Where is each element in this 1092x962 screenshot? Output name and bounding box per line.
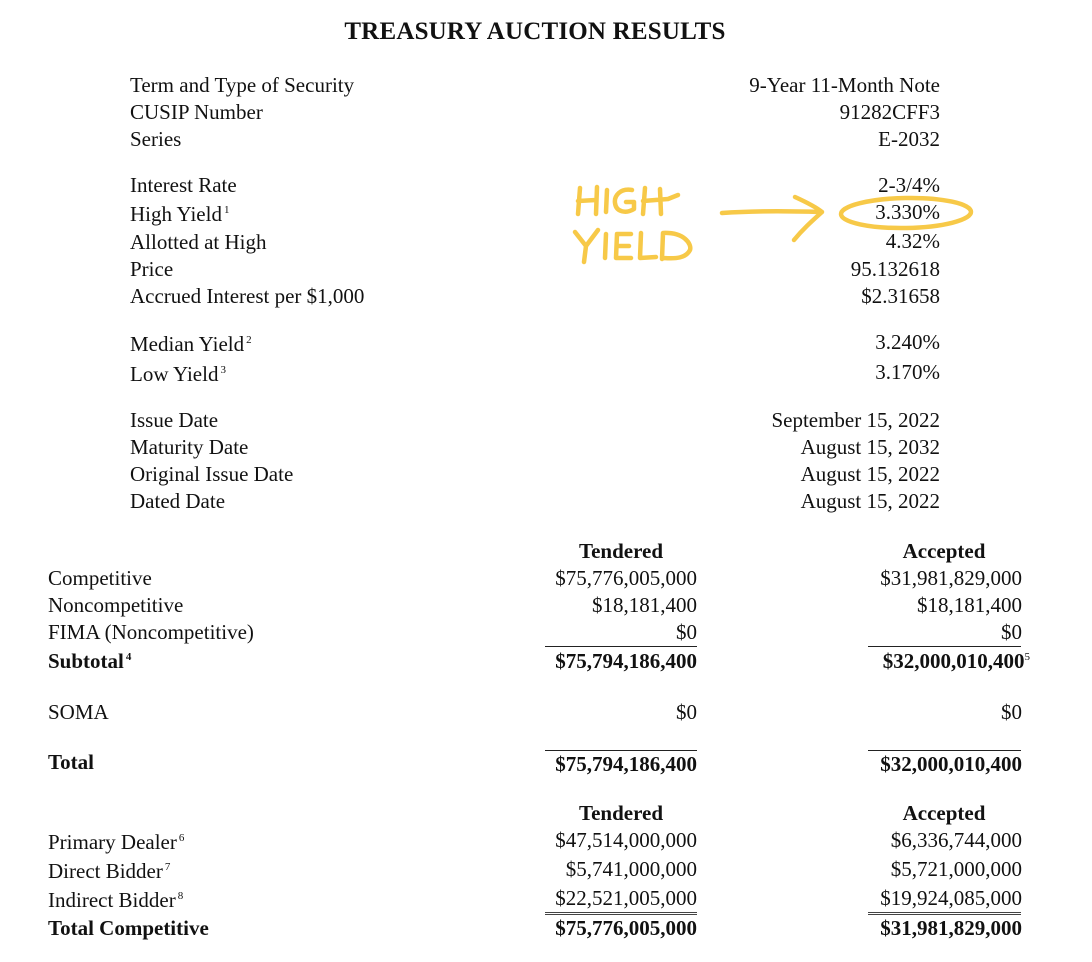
maturity-date-label: Maturity Date	[130, 435, 249, 459]
direct-bidder-tendered: $5,741,000,000	[565, 857, 697, 881]
total-competitive-label: Total Competitive	[48, 916, 209, 940]
primary-dealer-tendered: $47,514,000,000	[555, 828, 697, 852]
total-competitive-accepted: $31,981,829,000	[880, 916, 1022, 940]
page-title: TREASURY AUCTION RESULTS	[344, 18, 726, 45]
total-label: Total	[48, 750, 94, 774]
allotted-label: Allotted at High	[130, 230, 267, 254]
arrow-icon	[722, 197, 822, 240]
handwritten-high-text	[578, 187, 678, 214]
subtotal-rule-tendered	[545, 646, 697, 647]
low-yield-label: Low Yield $^3$	[130, 362, 226, 386]
interest-rate-label: Interest Rate	[130, 173, 237, 197]
indirect-bidder-accepted: $19,924,085,000	[880, 886, 1022, 910]
series-label: Series	[130, 127, 182, 151]
handwritten-yield-text	[575, 230, 690, 262]
accepted-header: Accepted	[902, 539, 986, 563]
direct-bidder-accepted: $5,721,000,000	[890, 857, 1022, 881]
issue-date-value: September 15, 2022	[771, 408, 940, 432]
total-tendered: $75,794,186,400	[555, 752, 697, 776]
high-yield-label: High Yield $^1$	[130, 202, 230, 226]
competitive-tendered: $75,776,005,000	[555, 566, 697, 590]
accepted-header-2: Accepted	[902, 801, 986, 825]
dated-date-value: August 15, 2022	[800, 489, 940, 513]
footnote-ref: 5	[1024, 651, 1030, 663]
interest-rate-value: 2-3/4%	[878, 173, 940, 197]
subtotal-label: Subtotal $^4$	[48, 649, 132, 673]
original-issue-date-label: Original Issue Date	[130, 462, 294, 486]
high-yield-value: 3.330%	[875, 200, 940, 224]
maturity-date-value: August 15, 2032	[800, 435, 940, 459]
soma-accepted: $0	[1001, 700, 1022, 724]
soma-tendered: $0	[676, 700, 697, 724]
tendered-header-2: Tendered	[578, 801, 664, 825]
soma-label: SOMA	[48, 700, 109, 724]
footnote-ref: 8	[177, 890, 184, 902]
primary-dealer-label: Primary Dealer $^6$	[48, 830, 185, 854]
term-label: Term and Type of Security	[130, 73, 355, 97]
subtotal-rule-accepted	[868, 646, 1021, 647]
competitive-label: Competitive	[48, 566, 152, 590]
fima-tendered: $0	[676, 620, 697, 644]
indirect-bidder-label: Indirect Bidder $^8$	[48, 888, 184, 912]
primary-dealer-accepted: $6,336,744,000	[890, 828, 1022, 852]
indirect-bidder-tendered: $22,521,005,000	[555, 886, 697, 910]
accrued-value: $2.31658	[861, 284, 940, 308]
footnote-ref: 3	[220, 364, 226, 376]
total-accepted: $32,000,010,400	[880, 752, 1022, 776]
cusip-label: CUSIP Number	[130, 100, 263, 124]
price-value: 95.132618	[850, 257, 940, 281]
footnote-ref: 4	[125, 651, 132, 663]
footnote-ref: 1	[223, 204, 230, 216]
original-issue-date-value: August 15, 2022	[800, 462, 940, 486]
issue-date-label: Issue Date	[130, 408, 219, 432]
median-yield-value: 3.240%	[875, 330, 940, 354]
competitive-accepted: $31,981,829,000	[880, 566, 1022, 590]
footnote-ref: 2	[246, 334, 252, 346]
subtotal-accepted: $32,000,010,400$^5$	[882, 649, 1030, 673]
footnote-ref: 7	[164, 861, 171, 873]
term-value: 9-Year 11-Month Note	[749, 73, 940, 97]
noncompetitive-label: Noncompetitive	[48, 593, 184, 617]
median-yield-label: Median Yield $^2$	[130, 332, 252, 356]
tendered-header: Tendered	[578, 539, 664, 563]
price-label: Price	[130, 257, 174, 281]
accrued-label: Accrued Interest per $1,000	[130, 284, 365, 308]
noncompetitive-accepted: $18,181,400	[917, 593, 1022, 617]
footnote-ref: 6	[178, 832, 185, 844]
low-yield-value: 3.170%	[875, 360, 940, 384]
noncompetitive-tendered: $18,181,400	[592, 593, 697, 617]
allotted-value: 4.32%	[885, 229, 940, 253]
direct-bidder-label: Direct Bidder $^7$	[48, 859, 171, 883]
dated-date-label: Dated Date	[130, 489, 226, 513]
cusip-value: 91282CFF3	[839, 100, 940, 124]
series-value: E-2032	[878, 127, 940, 151]
fima-accepted: $0	[1001, 620, 1022, 644]
subtotal-tendered: $75,794,186,400	[555, 649, 697, 673]
fima-label: FIMA (Noncompetitive)	[48, 620, 254, 644]
total-competitive-tendered: $75,776,005,000	[555, 916, 697, 940]
